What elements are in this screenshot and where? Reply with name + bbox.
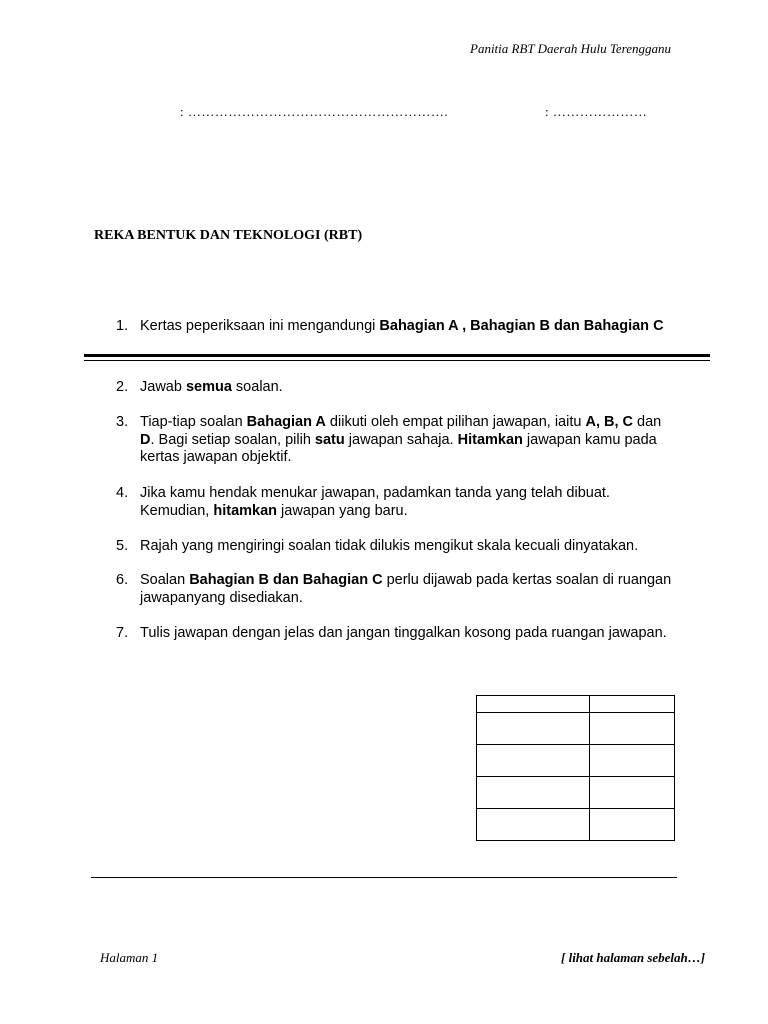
instruction-text-bold: D [140, 431, 151, 448]
instruction-item [116, 485, 676, 520]
instruction-text [140, 625, 676, 643]
header-panel-name: Panitia RBT Daerah Hulu Terengganu [470, 41, 672, 56]
instruction-text-segment: Kertas peperiksaan ini mengandungi [140, 318, 380, 334]
divider-thick [84, 354, 710, 357]
instruction-text-segment: jawapan yang baru. [277, 502, 408, 519]
score-table-cell [590, 777, 675, 809]
instruction-text-segment: Rajah yang mengiringi soalan tidak dilukis mengikut skala kecuali dinyatakan. [140, 538, 639, 554]
score-table-row [477, 745, 675, 777]
score-table-cell [477, 745, 590, 777]
instruction-text-segment: Tiap-tiap soalan [140, 414, 247, 430]
score-table-row [477, 777, 675, 809]
name-field-dotted-line: : …………………………………………………. [180, 104, 449, 119]
instruction-text-segment: Jawab [140, 379, 186, 395]
instruction-text [140, 379, 676, 397]
divider-thin [84, 360, 710, 361]
instruction-text-segment: Tulis jawapan dengan jelas dan jangan tinggalkan kosong pada ruangan jawapan. [140, 625, 667, 641]
score-table-cell [590, 745, 675, 777]
page-number: Halaman 1 [100, 950, 159, 965]
instruction-text [140, 414, 676, 467]
instruction-number: 1. [116, 318, 129, 334]
instruction-text [140, 538, 676, 556]
instruction-text-segment: soalan. [231, 379, 283, 395]
score-table-header-row [477, 696, 675, 713]
instruction-text-segment: dan [633, 414, 662, 430]
instruction-text [140, 318, 676, 336]
score-table-row [477, 809, 675, 841]
instruction-item [116, 318, 676, 336]
instruction-text-bold: hitamkan [213, 502, 278, 519]
score-table-cell [590, 809, 675, 841]
instruction-text-segment: diikuti oleh empat pilihan jawapan, iaitu [325, 414, 586, 430]
instruction-number: 2. [116, 379, 129, 395]
instruction-item [116, 538, 676, 556]
score-table [476, 695, 675, 841]
instruction-item [116, 572, 676, 607]
score-table-cell [590, 713, 675, 745]
score-table-cell [477, 696, 590, 713]
instruction-item [116, 379, 676, 397]
page-title: REKA BENTUK DAN TEKNOLOGI (RBT) [94, 228, 363, 243]
class-field-dotted-line: : ………………… [545, 104, 648, 119]
instruction-text-segment: jawapan sahaja. [344, 431, 458, 448]
instruction-text-segment: Soalan [140, 572, 190, 588]
instruction-text-bold: Bahagian B dan Bahagian C [189, 572, 383, 588]
instruction-text-segment: Jika kamu hendak menukar jawapan, padamkan tanda yang telah dibuat. Kemudian, [140, 485, 610, 519]
next-page-note: [ lihat halaman sebelah…] [561, 950, 706, 965]
instruction-text-bold: satu [314, 431, 345, 448]
instruction-item [116, 625, 676, 643]
footer-divider [91, 877, 677, 878]
score-table-row [477, 713, 675, 745]
instruction-text-bold: A, B, C [585, 414, 633, 430]
instruction-number: 7. [116, 625, 129, 641]
instruction-number: 5. [116, 538, 129, 554]
instruction-text [140, 485, 676, 520]
instruction-text-segment: . Bagi setiap soalan, pilih [150, 431, 315, 448]
instruction-text-bold: Hitamkan [457, 431, 523, 448]
instruction-text-bold: semua [185, 379, 232, 395]
instruction-item [116, 414, 676, 467]
instruction-number: 6. [116, 572, 129, 588]
instruction-number: 3. [116, 414, 129, 430]
score-table-cell [477, 809, 590, 841]
instruction-text-bold: Bahagian A , Bahagian B dan Bahagian C [379, 318, 664, 334]
score-table-cell [477, 713, 590, 745]
instruction-number: 4. [116, 485, 129, 501]
instruction-text-segment: jawapan kamu pada kertas jawapan objektif. [140, 431, 657, 465]
score-table-cell [590, 696, 675, 713]
instruction-text [140, 572, 676, 607]
score-table-cell [477, 777, 590, 809]
instruction-text-segment: perlu dijawab pada kertas soalan di ruangan jawapanyang disediakan. [140, 572, 672, 606]
instruction-text-bold: Bahagian A [246, 414, 326, 430]
